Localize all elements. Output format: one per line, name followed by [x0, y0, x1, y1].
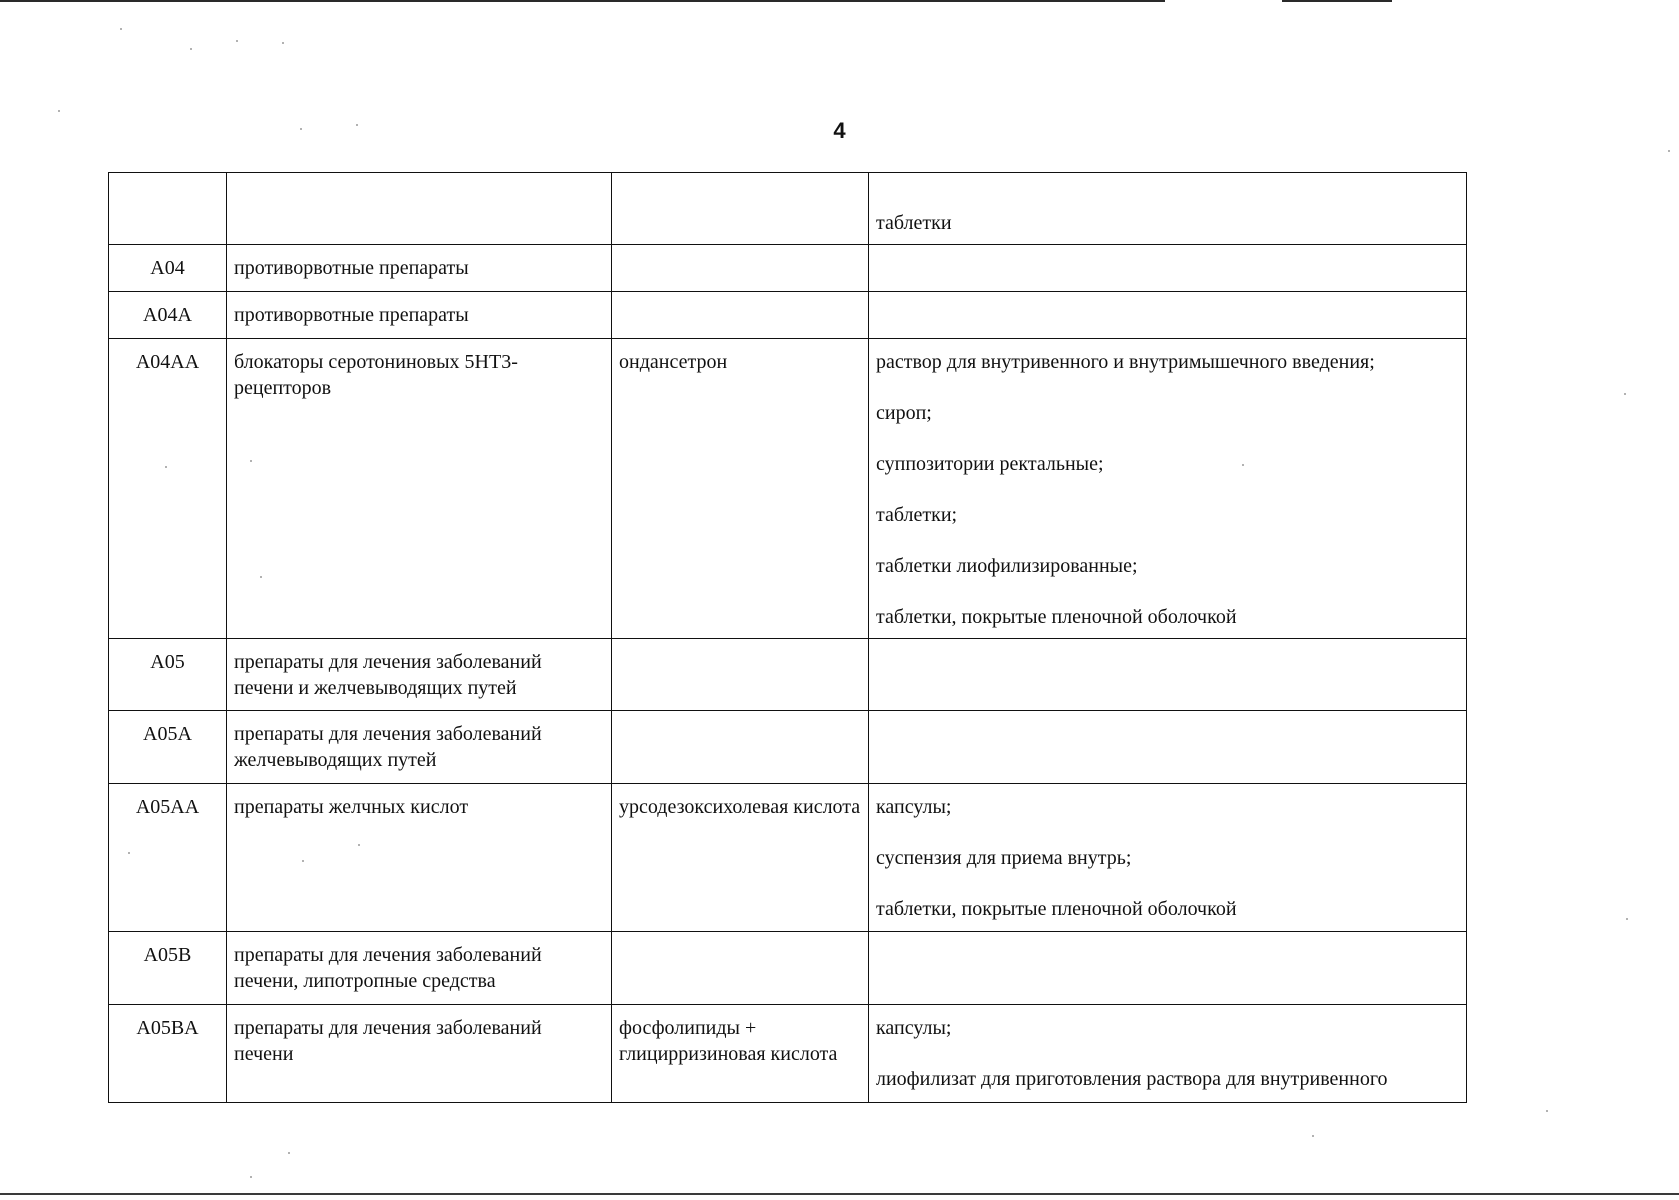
scan-speck: [190, 48, 192, 50]
dosage-form: капсулы;: [876, 796, 952, 818]
atc-code-cell: A05: [109, 639, 227, 711]
forms-cell: [869, 932, 1467, 1005]
group-cell: блокаторы серотониновых 5HT3-рецепторов: [227, 339, 612, 639]
group-cell: [227, 173, 612, 245]
dosage-form: капсулы;: [876, 1017, 952, 1039]
substance-cell: [612, 711, 869, 784]
scan-speck: [165, 466, 167, 468]
atc-code-cell: A04: [109, 245, 227, 292]
scan-speck: [282, 42, 284, 44]
scan-speck: [288, 1152, 290, 1154]
table-row: [109, 1005, 1467, 1103]
group-cell: препараты для лечения заболеваний печени и желчевыводящих путей: [227, 639, 612, 711]
forms-cell: [869, 173, 1467, 245]
group-cell: препараты желчных кислот: [227, 784, 612, 932]
dosage-form: лиофилизат для приготовления раствора для внутривенного: [876, 1068, 1388, 1090]
table-row: [109, 711, 1467, 784]
forms-cell: [869, 1005, 1467, 1103]
dosage-form: суппозитории ректальные;: [876, 453, 1104, 475]
group-cell: препараты для лечения заболеваний желчевыводящих путей: [227, 711, 612, 784]
table-row: [109, 292, 1467, 339]
substance-cell: фосфолипиды + глицирризиновая кислота: [612, 1005, 869, 1103]
scan-speck: [58, 110, 60, 112]
table-row: [109, 245, 1467, 292]
forms-cell: [869, 339, 1467, 639]
scan-top-rule: [0, 0, 1165, 2]
substance-cell: [612, 639, 869, 711]
substance-cell: [612, 292, 869, 339]
substance-cell: [612, 245, 869, 292]
scan-speck: [236, 40, 238, 42]
table-row: [109, 173, 1467, 245]
atc-code-cell: A05AA: [109, 784, 227, 932]
scan-speck: [358, 844, 360, 846]
scan-speck: [1624, 393, 1626, 395]
table-row: [109, 339, 1467, 639]
dosage-form: таблетки лиофилизированные;: [876, 555, 1138, 577]
table-row: [109, 932, 1467, 1005]
dosage-form: сироп;: [876, 402, 932, 424]
forms-cell: [869, 292, 1467, 339]
page-number: 4: [833, 118, 846, 143]
table-row: [109, 639, 1467, 711]
scan-bottom-rule: [0, 1193, 1679, 1195]
scan-top-rule-short: [1282, 0, 1392, 2]
substance-cell: [612, 173, 869, 245]
atc-code-cell: [109, 173, 227, 245]
scan-speck: [1626, 918, 1628, 920]
atc-code-cell: A04AA: [109, 339, 227, 639]
dosage-form: таблетки: [876, 212, 952, 234]
group-cell: противорвотные препараты: [227, 292, 612, 339]
dosage-form: раствор для внутривенного и внутримышечного введения;: [876, 351, 1375, 373]
group-cell: препараты для лечения заболеваний печени, липотропные средства: [227, 932, 612, 1005]
scan-speck: [250, 460, 252, 462]
scan-speck: [1668, 150, 1670, 152]
scan-speck: [1546, 1110, 1548, 1112]
scan-speck: [1242, 464, 1244, 466]
atc-code-cell: A05A: [109, 711, 227, 784]
forms-cell: [869, 245, 1467, 292]
forms-cell: [869, 784, 1467, 932]
scan-speck: [260, 576, 262, 578]
dosage-form: суспензия для приема внутрь;: [876, 847, 1132, 869]
atc-code-cell: A05BA: [109, 1005, 227, 1103]
dosage-form: таблетки, покрытые пленочной оболочкой: [876, 606, 1237, 628]
group-cell: противорвотные препараты: [227, 245, 612, 292]
scan-speck: [1312, 1135, 1314, 1137]
atc-code-cell: A04A: [109, 292, 227, 339]
table-row: [109, 784, 1467, 932]
substance-cell: ондансетрон: [612, 339, 869, 639]
group-cell: препараты для лечения заболеваний печени: [227, 1005, 612, 1103]
substance-cell: [612, 932, 869, 1005]
atc-code-cell: A05B: [109, 932, 227, 1005]
scan-speck: [250, 1176, 252, 1178]
forms-cell: [869, 639, 1467, 711]
scan-speck: [300, 128, 302, 130]
scan-speck: [302, 860, 304, 862]
scan-speck: [128, 852, 130, 854]
forms-cell: [869, 711, 1467, 784]
dosage-form: таблетки;: [876, 504, 958, 526]
dosage-form: таблетки, покрытые пленочной оболочкой: [876, 898, 1237, 920]
substance-cell: урсодезоксихолевая кислота: [612, 784, 869, 932]
scan-speck: [356, 124, 358, 126]
drug-list-table: [108, 172, 1467, 1103]
scan-speck: [120, 28, 122, 30]
